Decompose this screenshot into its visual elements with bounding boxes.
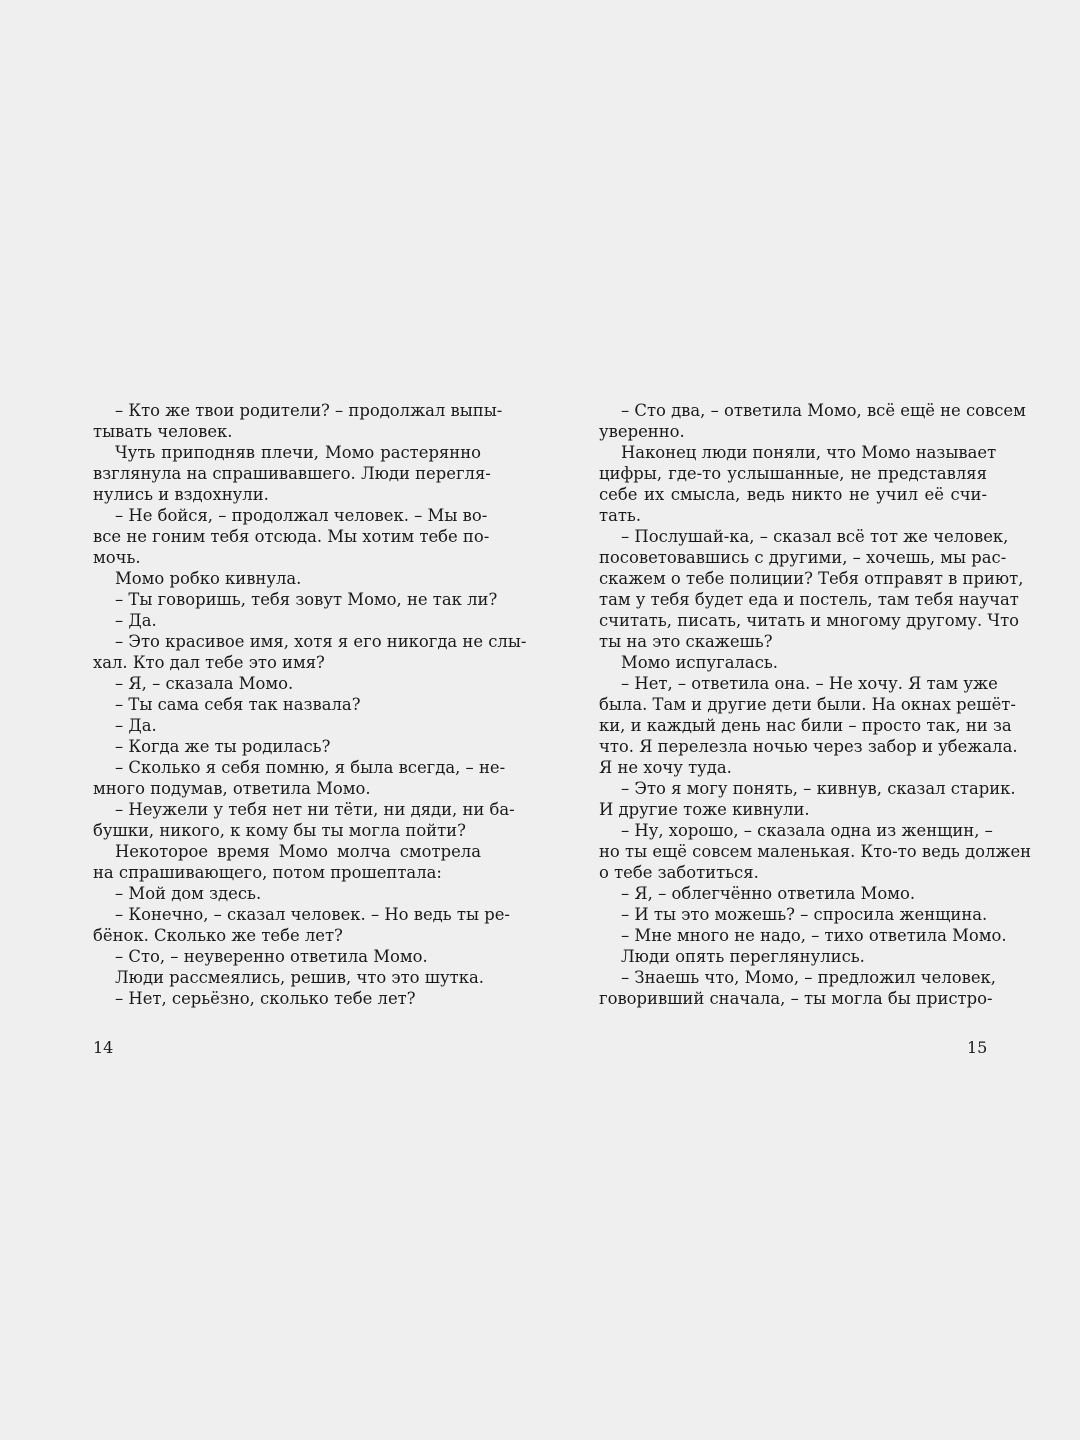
text-line: нулись и вздохнули. — [93, 485, 269, 504]
text-line: – Неужели у тебя нет ни тёти, ни дяди, ни ба- — [115, 800, 515, 819]
text-line: много подумав, ответила Момо. — [93, 779, 371, 798]
text-line: Момо робко кивнула. — [115, 569, 302, 588]
text-line: Люди рассмеялись, решив, что это шутка. — [115, 968, 484, 987]
text-line: – Когда же ты родилась? — [115, 737, 331, 756]
text-line: – Я, – облегчённо ответила Момо. — [621, 884, 916, 903]
text-line: – Сто, – неуверенно ответила Момо. — [115, 947, 428, 966]
text-line: но ты ещё совсем маленькая. Кто-то ведь должен — [599, 842, 1032, 861]
text-line: – Послушай-ка, – сказал всё тот же человек, — [621, 527, 1009, 546]
text-line: Некоторое время Момо молча смотрела — [115, 842, 481, 861]
text-line: – Ты сама себя так назвала? — [115, 695, 361, 714]
text-line: – Да. — [115, 716, 157, 735]
text-line: Люди опять переглянулись. — [621, 947, 865, 966]
text-line: мочь. — [93, 548, 141, 567]
text-line: скажем о тебе полиции? Тебя отправят в приют, — [599, 569, 1024, 588]
text-line: уверенно. — [599, 422, 685, 441]
text-line: бушки, никого, к кому бы ты могла пойти? — [93, 821, 466, 840]
text-line: все не гоним тебя отсюда. Мы хотим тебе по- — [93, 527, 490, 546]
text-line: считать, писать, читать и многому другому. Что — [599, 611, 1020, 630]
text-line: была. Там и другие дети были. На окнах решёт- — [599, 695, 1016, 714]
text-line: И другие тоже кивнули. — [599, 800, 810, 819]
text-line: – Я, – сказала Момо. — [115, 674, 294, 693]
text-line: – Не бойся, – продолжал человек. – Мы во- — [115, 506, 488, 525]
text-line: тать. — [599, 506, 642, 525]
text-line: Чуть приподняв плечи, Момо растерянно — [115, 443, 481, 462]
text-line: говоривший сначала, – ты могла бы пристро- — [599, 989, 993, 1008]
text-line: – Мой дом здесь. — [115, 884, 262, 903]
text-line: хал. Кто дал тебе это имя? — [93, 653, 325, 672]
text-line: что. Я перелезла ночью через забор и убежала. — [599, 737, 1018, 756]
text-line: – Нет, серьёзно, сколько тебе лет? — [115, 989, 416, 1008]
text-line: на спрашивающего, потом прошептала: — [93, 863, 442, 882]
text-line: – Знаешь что, Момо, – предложил человек, — [621, 968, 996, 987]
text-line: бёнок. Сколько же тебе лет? — [93, 926, 343, 945]
text-line: – Нет, – ответила она. – Не хочу. Я там уже — [621, 674, 998, 693]
text-line: – Да. — [115, 611, 157, 630]
right-page-text — [599, 400, 1032, 1009]
text-line: Момо испугалась. — [621, 653, 779, 672]
text-line: о тебе заботиться. — [599, 863, 759, 882]
text-line: – Мне много не надо, – тихо ответила Момо. — [621, 926, 1007, 945]
text-line: себе их смысла, ведь никто не учил её счи- — [599, 485, 987, 504]
text-line: – Это красивое имя, хотя я его никогда не слы- — [115, 632, 527, 651]
text-line: тывать человек. — [93, 422, 233, 441]
text-line: ки, и каждый день нас били – просто так, ни за — [599, 716, 1012, 735]
text-line: – Кто же твои родители? – продолжал выпы- — [115, 401, 503, 420]
text-line: – Конечно, – сказал человек. – Но ведь ты ре- — [115, 905, 510, 924]
text-line: цифры, где-то услышанные, не представляя — [599, 464, 987, 483]
text-line: – Сто два, – ответила Момо, всё ещё не совсем — [621, 401, 1026, 420]
text-line: – Сколько я себя помню, я была всегда, – не- — [115, 758, 506, 777]
text-line: – Это я могу понять, – кивнув, сказал старик. — [621, 779, 1016, 798]
text-line: – Ну, хорошо, – сказала одна из женщин, – — [621, 821, 993, 840]
text-line: Наконец люди поняли, что Момо называет — [621, 443, 997, 462]
text-line: посоветовавшись с другими, – хочешь, мы рас- — [599, 548, 1007, 567]
right-page-number: 15 — [967, 1038, 988, 1057]
text-line: там у тебя будет еда и постель, там тебя научат — [599, 590, 1019, 609]
text-line: – И ты это можешь? – спросила женщина. — [621, 905, 988, 924]
text-line: – Ты говоришь, тебя зовут Момо, не так ли? — [115, 590, 498, 609]
left-page-text — [93, 400, 527, 1009]
text-line: Я не хочу туда. — [599, 758, 732, 777]
left-page-number: 14 — [93, 1038, 114, 1057]
text-line: взглянула на спрашивавшего. Люди перегля- — [93, 464, 491, 483]
text-line: ты на это скажешь? — [599, 632, 773, 651]
